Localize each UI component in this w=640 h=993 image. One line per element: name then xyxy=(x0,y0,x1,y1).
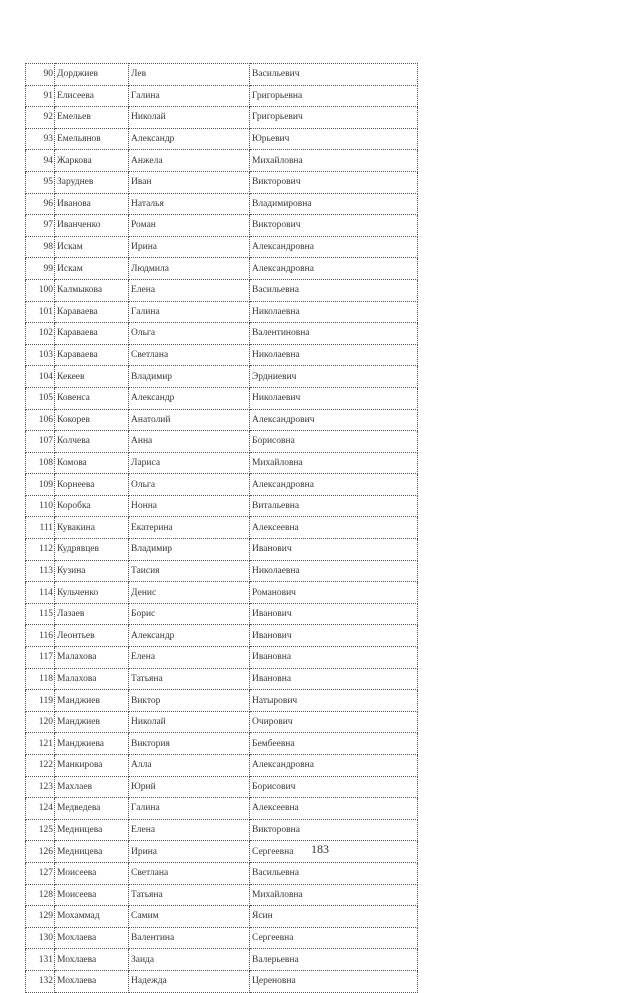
table-row xyxy=(26,236,418,258)
row-number-cell: 131 xyxy=(26,949,55,971)
first-name-cell: Александр xyxy=(129,387,250,409)
first-name-cell: Галина xyxy=(129,301,250,323)
last-name-cell: Малахова xyxy=(55,668,129,690)
last-name-cell: Калмыкова xyxy=(55,279,129,301)
patronymic-cell: Ясин xyxy=(250,906,418,928)
row-number-cell: 118 xyxy=(26,668,55,690)
table-row xyxy=(26,625,418,647)
row-number-cell: 104 xyxy=(26,366,55,388)
table-row xyxy=(26,193,418,215)
last-name-cell: Коробка xyxy=(55,495,129,517)
patronymic-cell: Ивановна xyxy=(250,668,418,690)
row-number-cell: 111 xyxy=(26,517,55,539)
last-name-cell: Малахова xyxy=(55,647,129,669)
first-name-cell: Виктор xyxy=(129,690,250,712)
first-name-cell: Ольга xyxy=(129,323,250,345)
patronymic-cell: Николаевна xyxy=(250,344,418,366)
first-name-cell: Светлана xyxy=(129,344,250,366)
last-name-cell: Кульченко xyxy=(55,582,129,604)
row-number-cell: 100 xyxy=(26,279,55,301)
patronymic-cell: Николаевна xyxy=(250,560,418,582)
patronymic-cell: Бембеевна xyxy=(250,733,418,755)
table-row xyxy=(26,906,418,928)
table-row xyxy=(26,776,418,798)
first-name-cell: Борис xyxy=(129,603,250,625)
row-number-cell: 108 xyxy=(26,452,55,474)
last-name-cell: Медведева xyxy=(55,798,129,820)
table-row xyxy=(26,150,418,172)
patronymic-cell: Иванович xyxy=(250,625,418,647)
last-name-cell: Моисеева xyxy=(55,862,129,884)
first-name-cell: Владимир xyxy=(129,366,250,388)
first-name-cell: Юрий xyxy=(129,776,250,798)
row-number-cell: 113 xyxy=(26,560,55,582)
table-row xyxy=(26,517,418,539)
last-name-cell: Мохаммад xyxy=(55,906,129,928)
table-row xyxy=(26,85,418,107)
table-row xyxy=(26,949,418,971)
row-number-cell: 112 xyxy=(26,539,55,561)
table-row xyxy=(26,301,418,323)
row-number-cell: 106 xyxy=(26,409,55,431)
first-name-cell: Ирина xyxy=(129,841,250,863)
patronymic-cell: Васильевна xyxy=(250,279,418,301)
last-name-cell: Дорджиев xyxy=(55,64,129,86)
last-name-cell: Искам xyxy=(55,236,129,258)
row-number-cell: 126 xyxy=(26,841,55,863)
row-number-cell: 98 xyxy=(26,236,55,258)
patronymic-cell: Борисович xyxy=(250,776,418,798)
first-name-cell: Таисия xyxy=(129,560,250,582)
patronymic-cell: Александровна xyxy=(250,236,418,258)
first-name-cell: Екатерина xyxy=(129,517,250,539)
patronymic-cell: Иванович xyxy=(250,539,418,561)
patronymic-cell: Иванович xyxy=(250,603,418,625)
first-name-cell: Николай xyxy=(129,107,250,129)
last-name-cell: Караваева xyxy=(55,344,129,366)
patronymic-cell: Михайловна xyxy=(250,150,418,172)
last-name-cell: Моисеева xyxy=(55,884,129,906)
first-name-cell: Валентина xyxy=(129,927,250,949)
first-name-cell: Анатолий xyxy=(129,409,250,431)
table-row xyxy=(26,431,418,453)
patronymic-cell: Михайловна xyxy=(250,452,418,474)
last-name-cell: Мохлаева xyxy=(55,927,129,949)
row-number-cell: 110 xyxy=(26,495,55,517)
row-number-cell: 132 xyxy=(26,970,55,992)
row-number-cell: 101 xyxy=(26,301,55,323)
last-name-cell: Иванченко xyxy=(55,215,129,237)
table-row xyxy=(26,819,418,841)
row-number-cell: 125 xyxy=(26,819,55,841)
first-name-cell: Анна xyxy=(129,431,250,453)
last-name-cell: Мохлаева xyxy=(55,949,129,971)
first-name-cell: Лев xyxy=(129,64,250,86)
last-name-cell: Махлаев xyxy=(55,776,129,798)
patronymic-cell: Михайловна xyxy=(250,884,418,906)
last-name-cell: Лазаев xyxy=(55,603,129,625)
row-number-cell: 109 xyxy=(26,474,55,496)
first-name-cell: Ольга xyxy=(129,474,250,496)
patronymic-cell: Владимировна xyxy=(250,193,418,215)
patronymic-cell: Александровна xyxy=(250,755,418,777)
first-name-cell: Галина xyxy=(129,798,250,820)
last-name-cell: Иванова xyxy=(55,193,129,215)
row-number-cell: 119 xyxy=(26,690,55,712)
last-name-cell: Караваева xyxy=(55,301,129,323)
table-row xyxy=(26,171,418,193)
patronymic-cell: Сергеевна xyxy=(250,927,418,949)
table-row xyxy=(26,409,418,431)
patronymic-cell: Алексеевна xyxy=(250,798,418,820)
patronymic-cell: Викторович xyxy=(250,171,418,193)
table-row xyxy=(26,884,418,906)
row-number-cell: 117 xyxy=(26,647,55,669)
patronymic-cell: Очирович xyxy=(250,711,418,733)
patronymic-cell: Борисовна xyxy=(250,431,418,453)
first-name-cell: Татьяна xyxy=(129,884,250,906)
patronymic-cell: Александровна xyxy=(250,474,418,496)
last-name-cell: Колчева xyxy=(55,431,129,453)
row-number-cell: 120 xyxy=(26,711,55,733)
patronymic-cell: Николаевич xyxy=(250,387,418,409)
first-name-cell: Галина xyxy=(129,85,250,107)
table-row xyxy=(26,539,418,561)
last-name-cell: Корнеева xyxy=(55,474,129,496)
last-name-cell: Жаркова xyxy=(55,150,129,172)
first-name-cell: Александр xyxy=(129,625,250,647)
patronymic-cell: Александрович xyxy=(250,409,418,431)
patronymic-cell: Романович xyxy=(250,582,418,604)
table-row xyxy=(26,344,418,366)
first-name-cell: Светлана xyxy=(129,862,250,884)
last-name-cell: Манджиев xyxy=(55,690,129,712)
table-row xyxy=(26,755,418,777)
row-number-cell: 115 xyxy=(26,603,55,625)
first-name-cell: Алла xyxy=(129,755,250,777)
first-name-cell: Надежда xyxy=(129,970,250,992)
last-name-cell: Манджиева xyxy=(55,733,129,755)
patronymic-cell: Викторовна xyxy=(250,819,418,841)
first-name-cell: Иван xyxy=(129,171,250,193)
first-name-cell: Лариса xyxy=(129,452,250,474)
last-name-cell: Кекеев xyxy=(55,366,129,388)
last-name-cell: Емельев xyxy=(55,107,129,129)
patronymic-cell: Ивановна xyxy=(250,647,418,669)
row-number-cell: 96 xyxy=(26,193,55,215)
patronymic-cell: Валентиновна xyxy=(250,323,418,345)
table-row xyxy=(26,128,418,150)
patronymic-cell: Васильевич xyxy=(250,64,418,86)
table-row xyxy=(26,366,418,388)
first-name-cell: Владимир xyxy=(129,539,250,561)
last-name-cell: Медницева xyxy=(55,819,129,841)
row-number-cell: 99 xyxy=(26,258,55,280)
row-number-cell: 95 xyxy=(26,171,55,193)
table-row xyxy=(26,582,418,604)
last-name-cell: Заруднев xyxy=(55,171,129,193)
table-row xyxy=(26,711,418,733)
table-row xyxy=(26,862,418,884)
last-name-cell: Караваева xyxy=(55,323,129,345)
patronymic-cell: Григорьевна xyxy=(250,85,418,107)
row-number-cell: 103 xyxy=(26,344,55,366)
row-number-cell: 130 xyxy=(26,927,55,949)
table-row xyxy=(26,64,418,86)
patronymic-cell: Сергеевна xyxy=(250,841,418,863)
row-number-cell: 124 xyxy=(26,798,55,820)
table-row xyxy=(26,560,418,582)
row-number-cell: 90 xyxy=(26,64,55,86)
last-name-cell: Манкирова xyxy=(55,755,129,777)
table-row xyxy=(26,647,418,669)
table-row xyxy=(26,668,418,690)
row-number-cell: 94 xyxy=(26,150,55,172)
last-name-cell: Кудрявцев xyxy=(55,539,129,561)
first-name-cell: Елена xyxy=(129,279,250,301)
first-name-cell: Елена xyxy=(129,647,250,669)
first-name-cell: Заида xyxy=(129,949,250,971)
last-name-cell: Искам xyxy=(55,258,129,280)
table-row xyxy=(26,258,418,280)
last-name-cell: Кокорев xyxy=(55,409,129,431)
last-name-cell: Комова xyxy=(55,452,129,474)
last-name-cell: Емельянов xyxy=(55,128,129,150)
row-number-cell: 127 xyxy=(26,862,55,884)
patronymic-cell: Васильевна xyxy=(250,862,418,884)
patronymic-cell: Валерьевна xyxy=(250,949,418,971)
first-name-cell: Виктория xyxy=(129,733,250,755)
table-row xyxy=(26,927,418,949)
table-row xyxy=(26,215,418,237)
last-name-cell: Леонтьев xyxy=(55,625,129,647)
row-number-cell: 116 xyxy=(26,625,55,647)
table-row xyxy=(26,733,418,755)
row-number-cell: 93 xyxy=(26,128,55,150)
row-number-cell: 91 xyxy=(26,85,55,107)
table-row xyxy=(26,495,418,517)
table-row xyxy=(26,690,418,712)
page-number: 183 xyxy=(311,842,329,856)
table-row xyxy=(26,603,418,625)
patronymic-cell: Витальевна xyxy=(250,495,418,517)
patronymic-cell: Александровна xyxy=(250,258,418,280)
last-name-cell: Елисеева xyxy=(55,85,129,107)
table-row xyxy=(26,279,418,301)
row-number-cell: 97 xyxy=(26,215,55,237)
last-name-cell: Кувакина xyxy=(55,517,129,539)
table-row xyxy=(26,798,418,820)
patronymic-cell: Алексеевна xyxy=(250,517,418,539)
row-number-cell: 105 xyxy=(26,387,55,409)
first-name-cell: Наталья xyxy=(129,193,250,215)
patronymic-cell: Николаевна xyxy=(250,301,418,323)
first-name-cell: Александр xyxy=(129,128,250,150)
first-name-cell: Самим xyxy=(129,906,250,928)
patronymic-cell: Юрьевич xyxy=(250,128,418,150)
patronymic-cell: Цереновна xyxy=(250,970,418,992)
first-name-cell: Елена xyxy=(129,819,250,841)
first-name-cell: Татьяна xyxy=(129,668,250,690)
row-number-cell: 123 xyxy=(26,776,55,798)
table-row xyxy=(26,452,418,474)
row-number-cell: 128 xyxy=(26,884,55,906)
patronymic-cell: Викторович xyxy=(250,215,418,237)
first-name-cell: Ирина xyxy=(129,236,250,258)
last-name-cell: Ковенса xyxy=(55,387,129,409)
patronymic-cell: Натырович xyxy=(250,690,418,712)
table-row xyxy=(26,387,418,409)
row-number-cell: 129 xyxy=(26,906,55,928)
table-row xyxy=(26,107,418,129)
row-number-cell: 122 xyxy=(26,755,55,777)
row-number-cell: 114 xyxy=(26,582,55,604)
first-name-cell: Денис xyxy=(129,582,250,604)
last-name-cell: Медницева xyxy=(55,841,129,863)
table-row xyxy=(26,474,418,496)
row-number-cell: 121 xyxy=(26,733,55,755)
row-number-cell: 102 xyxy=(26,323,55,345)
table-row xyxy=(26,323,418,345)
first-name-cell: Николай xyxy=(129,711,250,733)
first-name-cell: Анжела xyxy=(129,150,250,172)
last-name-cell: Манджиев xyxy=(55,711,129,733)
row-number-cell: 107 xyxy=(26,431,55,453)
table-row xyxy=(26,970,418,992)
patronymic-cell: Григорьевич xyxy=(250,107,418,129)
first-name-cell: Роман xyxy=(129,215,250,237)
patronymic-cell: Эрдниевич xyxy=(250,366,418,388)
first-name-cell: Нонна xyxy=(129,495,250,517)
last-name-cell: Кузина xyxy=(55,560,129,582)
last-name-cell: Мохлаева xyxy=(55,970,129,992)
row-number-cell: 92 xyxy=(26,107,55,129)
first-name-cell: Людмила xyxy=(129,258,250,280)
